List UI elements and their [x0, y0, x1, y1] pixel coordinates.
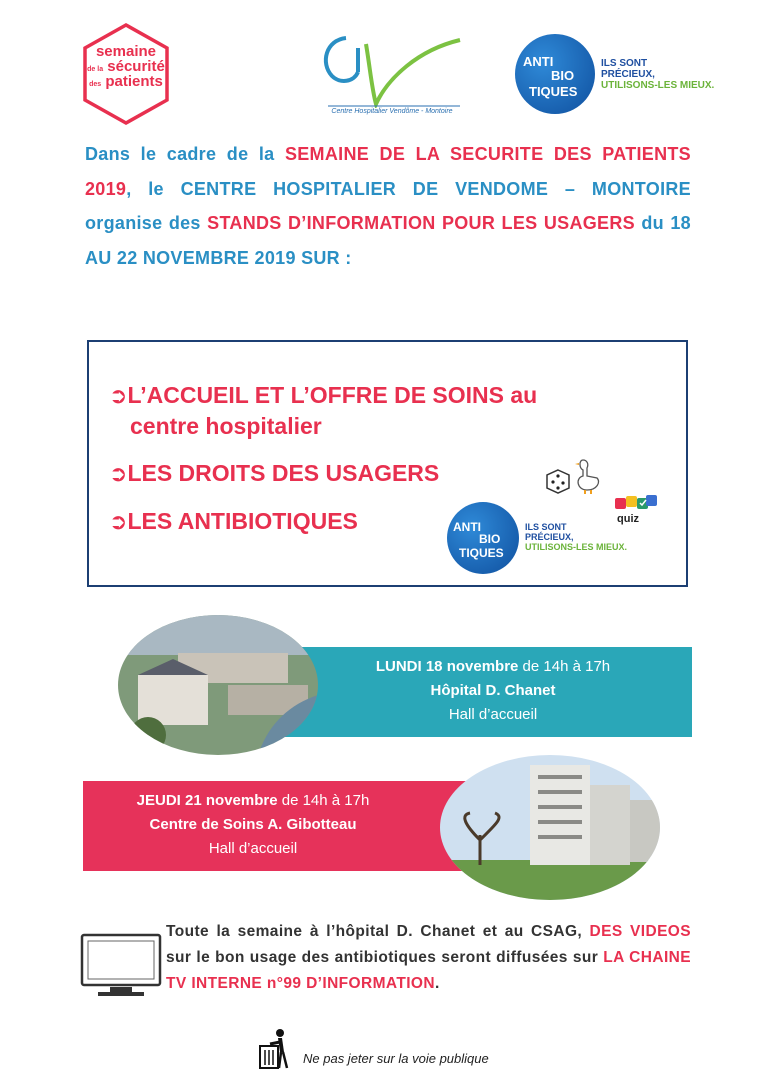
footer-notice: Ne pas jeter sur la voie publique [303, 1051, 489, 1066]
trash-bin-icon [256, 1028, 292, 1070]
tv-announcement: Toute la semaine à l’hôpital D. Chanet et au CSAG, DES VIDEOS sur le bon usage des antibiotiques seront diffusées sur LA CHAINE TV INTERNE n°99 D’INFORMATION. [166, 923, 691, 992]
arrow-icon: ➲ [109, 509, 128, 534]
arrow-icon: ➲ [109, 461, 128, 486]
topic-accueil: ➲L’ACCUEIL ET L’OFFRE DE SOINS au centre hospitalier [109, 382, 538, 439]
arrow-icon: ➲ [109, 383, 128, 408]
antibiotiques-logo-top: ANTI BIO TIQUES ILS SONT PRÉCIEUX, UTILISONS-LES MIEUX. [515, 34, 714, 114]
tv-icon [80, 933, 162, 997]
quiz-icon: quiz [611, 494, 659, 530]
chv-logo [318, 28, 466, 126]
event-band-lundi: LUNDI 18 novembre de 14h à 17h Hôpital D. Chanet Hall d’accueil [225, 647, 692, 737]
goose-icon [573, 456, 603, 496]
dice-icon [545, 468, 571, 494]
semaine-securite-logo: semaine de la sécurité des patients [82, 22, 170, 126]
antibiotiques-logo-box: ANTI BIO TIQUES ILS SONT PRÉCIEUX, UTILISONS-LES MIEUX. [447, 502, 627, 574]
globe-icon: ANTI BIO TIQUES [447, 502, 519, 574]
hospital-photo [118, 615, 318, 755]
intro-paragraph: Dans le cadre de la SEMAINE DE LA SECURITE DES PATIENTS 2019, le CENTRE HOSPITALIER DE VENDOME – MONTOIRE organise des STANDS D’INFORMATION POUR LES USAGERS du 18 AU 22 NOVEMBRE 2019 SUR : [85, 144, 691, 268]
care-center-photo [440, 755, 660, 900]
event-band-jeudi: JEUDI 21 novembre de 14h à 17h Centre de Soins A. Gibotteau Hall d’accueil [83, 781, 513, 871]
topic-antibiotiques: ➲LES ANTIBIOTIQUES [109, 508, 358, 534]
globe-icon: ANTI BIO TIQUES [515, 34, 595, 114]
topic-droits: ➲LES DROITS DES USAGERS [109, 460, 440, 486]
chv-caption: Centre Hospitalier Vendôme - Montoire [331, 108, 453, 115]
